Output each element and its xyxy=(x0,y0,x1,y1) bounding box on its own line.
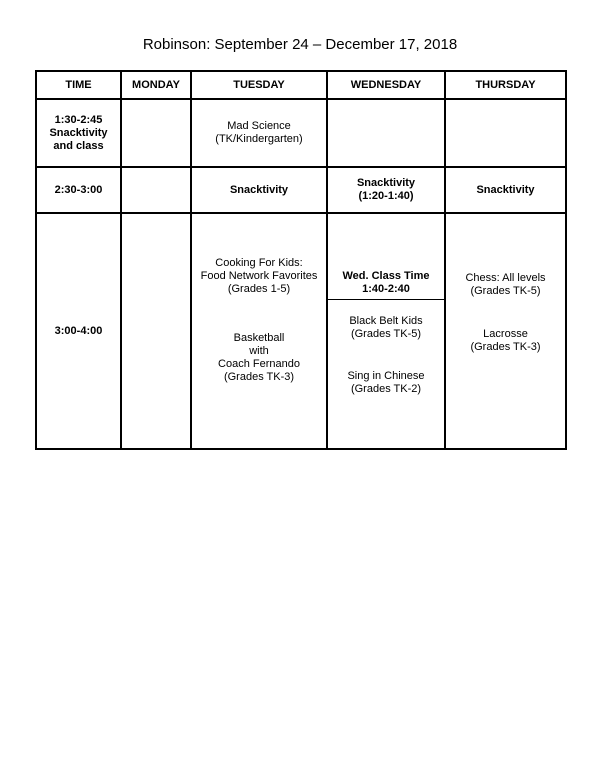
table-row xyxy=(36,167,566,213)
activity-name: Snacktivity xyxy=(476,183,535,196)
time-range: 1:30-2:45 xyxy=(54,113,103,126)
class-time-label: Wed. Class Time xyxy=(342,269,430,282)
activity-name: Sing in Chinese xyxy=(347,369,425,382)
activity-subtitle: Food Network Favorites xyxy=(200,269,318,282)
header-row xyxy=(36,71,566,99)
column-header-time: TIME xyxy=(36,71,121,99)
monday-cell xyxy=(121,213,191,449)
activity-name: Black Belt Kids xyxy=(349,314,423,327)
activity-grades: (Grades TK-5) xyxy=(350,327,422,340)
time-range: 2:30-3:00 xyxy=(54,183,103,196)
class-time-range: 1:40-2:40 xyxy=(362,282,410,295)
wednesday-cell xyxy=(327,99,445,167)
page-title: Robinson: September 24 – December 17, 2018 xyxy=(142,36,458,53)
time-note: Snacktivity xyxy=(49,126,108,139)
activity-grades: (Grades TK-3) xyxy=(470,341,541,353)
activity-name: Mad Science xyxy=(227,120,291,132)
time-note: and class xyxy=(53,139,104,152)
activity-name: Snacktivity xyxy=(229,183,289,196)
column-header-tuesday: TUESDAY xyxy=(191,71,327,99)
thursday-cell xyxy=(445,213,566,449)
column-header-thursday: THURSDAY xyxy=(445,71,566,99)
activity-grades: (Grades TK-5) xyxy=(470,285,541,297)
activity-grades: (Grades TK-2) xyxy=(350,382,422,395)
schedule-table xyxy=(35,70,567,450)
tuesday-cell xyxy=(191,99,327,167)
activity-grades: (TK/Kindergarten) xyxy=(215,133,303,145)
thursday-cell xyxy=(445,99,566,167)
wednesday-cell xyxy=(327,167,445,213)
activity-time: (1:20-1:40) xyxy=(358,190,414,202)
column-header-wednesday: WEDNESDAY xyxy=(327,71,445,99)
monday-cell xyxy=(121,99,191,167)
activity-subtitle: Coach Fernando xyxy=(218,357,300,370)
activity-name: Snacktivity xyxy=(356,177,416,189)
tuesday-cell xyxy=(191,167,327,213)
wednesday-cell xyxy=(327,213,445,449)
wednesday-class-time xyxy=(328,267,444,300)
activity-grades: (Grades TK-3) xyxy=(223,370,295,383)
activity-name: Lacrosse xyxy=(483,328,528,340)
table-row xyxy=(36,99,566,167)
monday-cell xyxy=(121,167,191,213)
column-header-monday: MONDAY xyxy=(121,71,191,99)
time-cell xyxy=(36,167,121,213)
activity-subtitle: with xyxy=(249,344,269,357)
activity-name: Basketball xyxy=(233,331,285,344)
activity-name: Chess: All levels xyxy=(465,272,546,284)
time-cell xyxy=(36,99,121,167)
table-row xyxy=(36,213,566,449)
tuesday-cell xyxy=(191,213,327,449)
activity-name: Cooking For Kids: xyxy=(215,256,303,269)
activity-grades: (Grades 1-5) xyxy=(227,282,291,295)
thursday-cell xyxy=(445,167,566,213)
time-cell xyxy=(36,213,121,449)
time-range: 3:00-4:00 xyxy=(54,324,103,337)
